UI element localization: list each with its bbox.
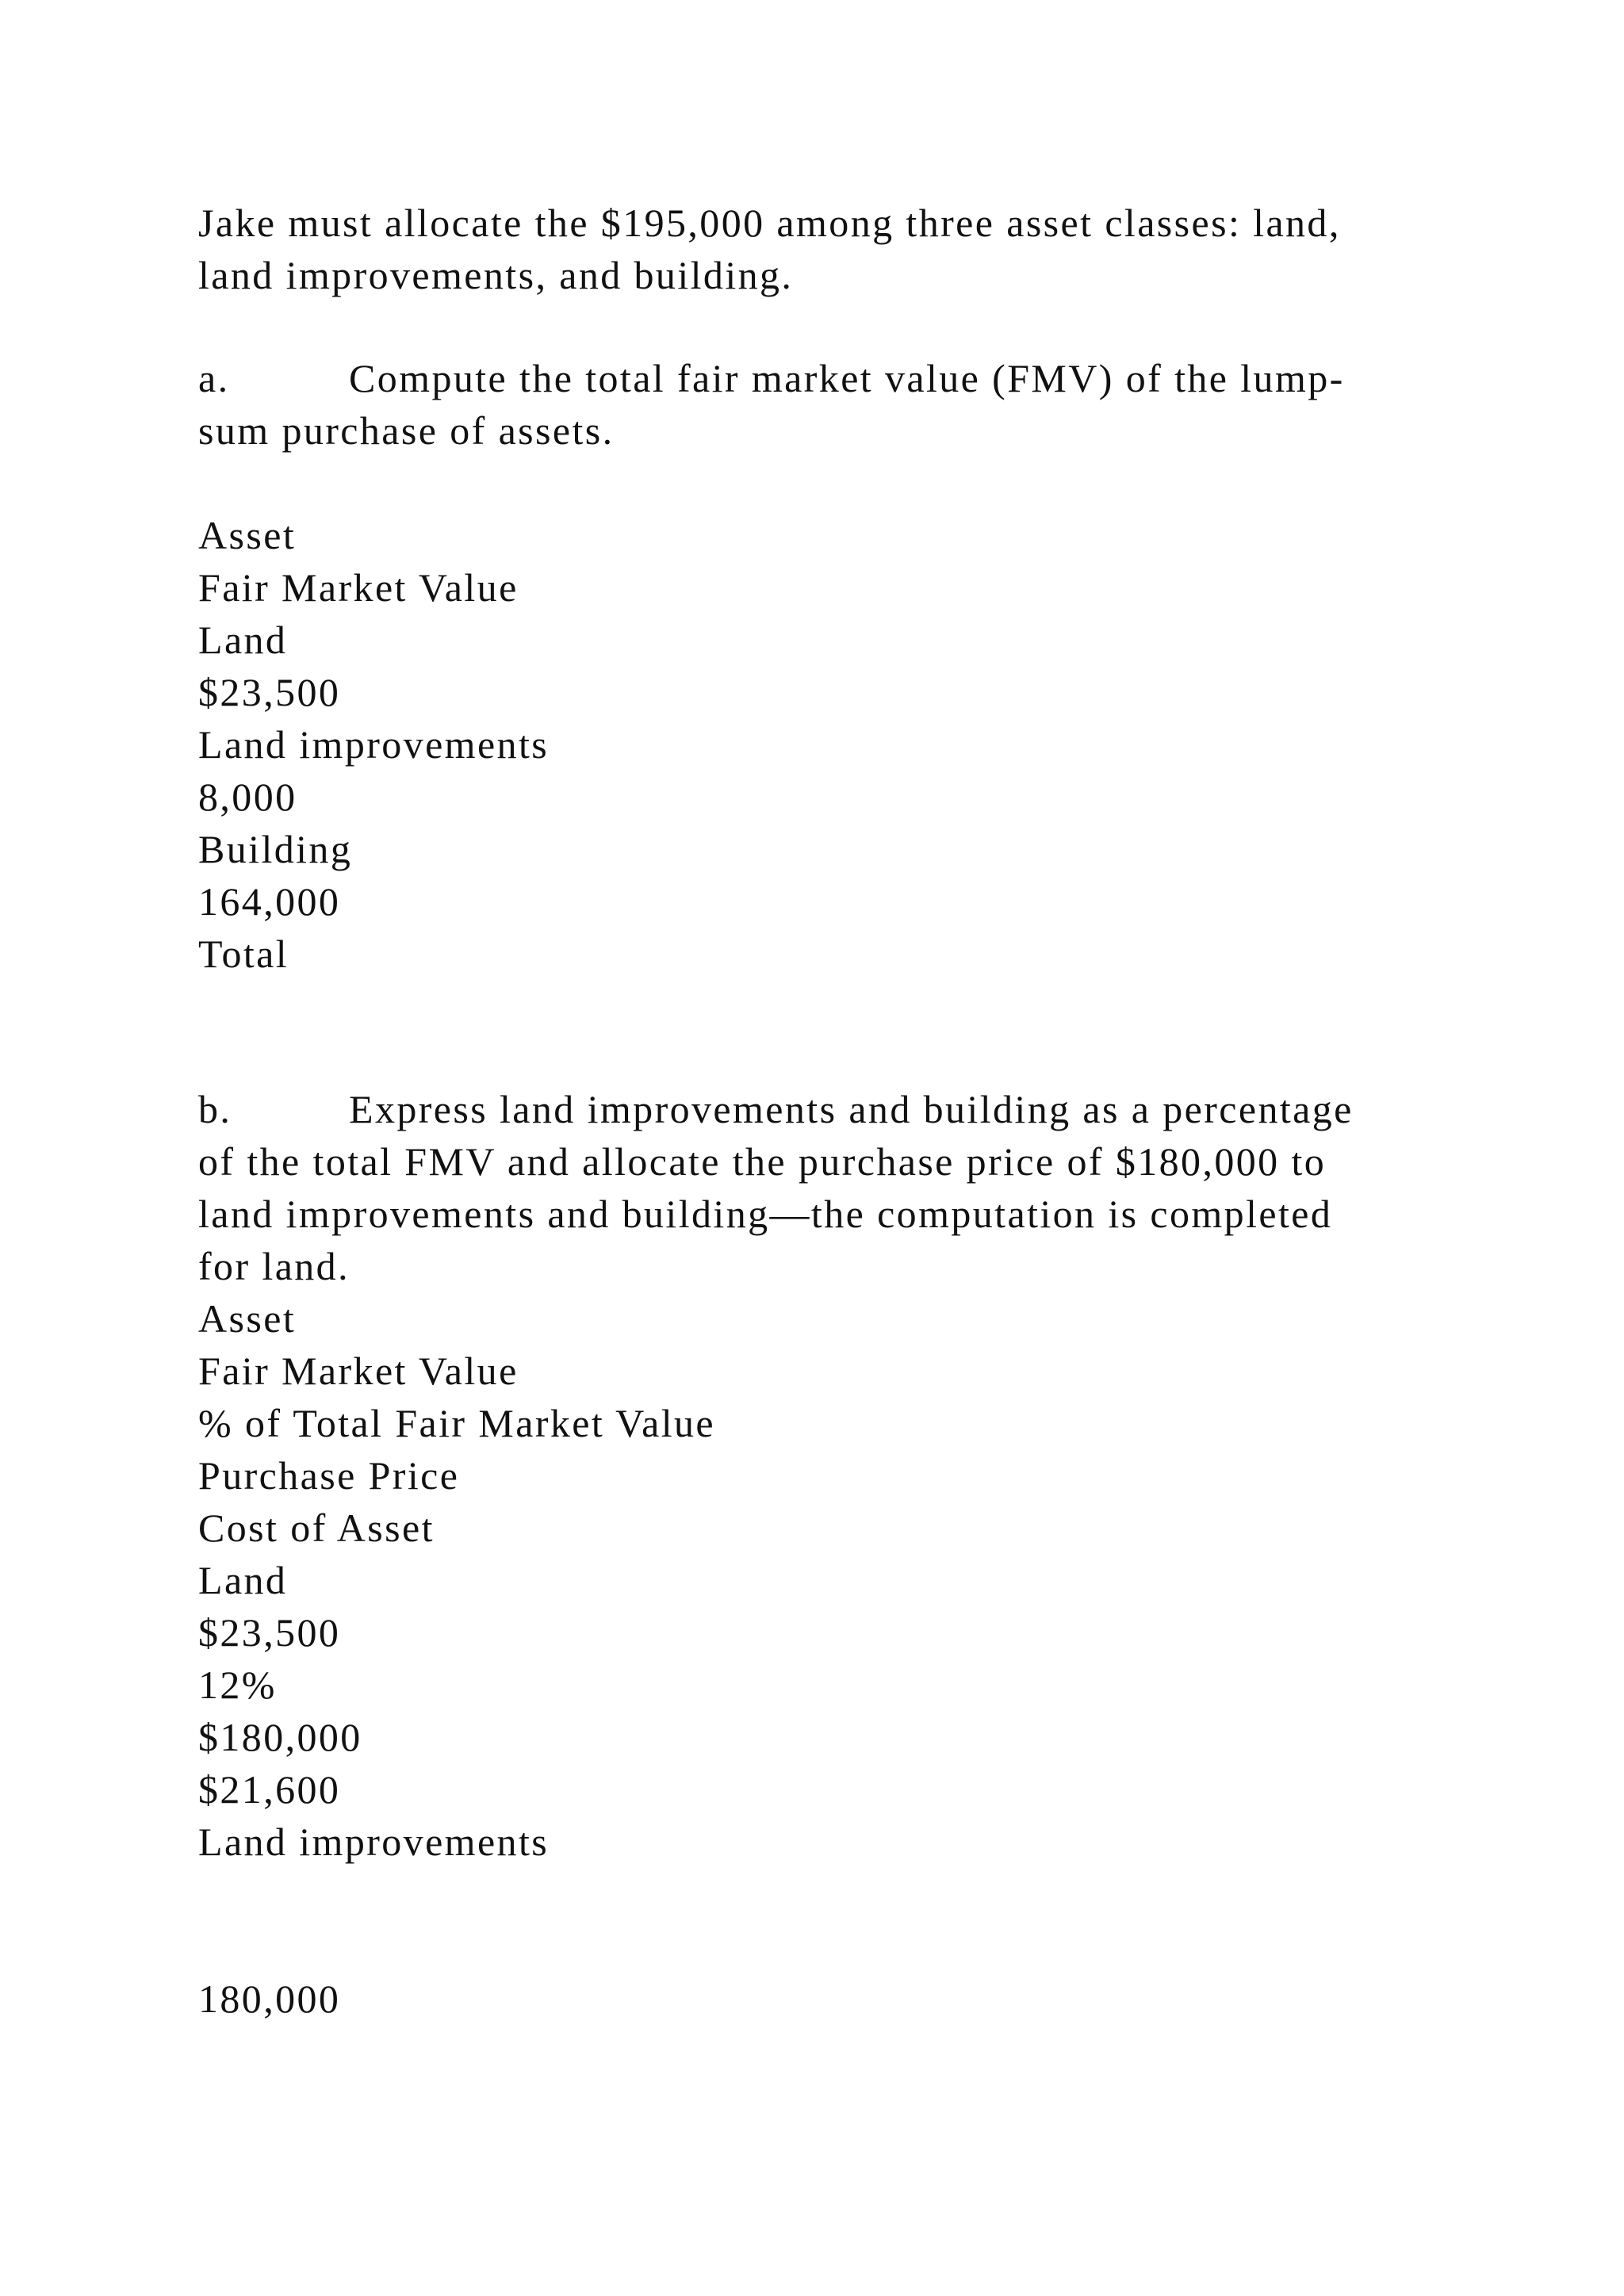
part-b-prompt-line-4: for land. — [198, 1244, 350, 1288]
part-a-table-cell: 164,000 — [198, 879, 341, 924]
part-a-prompt-line-2: sum purchase of assets. — [198, 408, 615, 453]
part-a-table-cell: Fair Market Value — [198, 565, 519, 610]
part-b-prompt-line-1 — [198, 1089, 1354, 1129]
part-a-table-cell: Building — [198, 827, 353, 871]
part-b-table-cell: Asset — [198, 1296, 297, 1341]
part-b-table-cell: Land improvements — [198, 1820, 550, 1864]
part-b-prompt-text: Express land improvements and building as a percentage — [349, 1087, 1354, 1131]
part-b-table-cell: Cost of Asset — [198, 1506, 435, 1550]
part-b-prompt-line-2: of the total FMV and allocate the purchase price of $180,000 to — [198, 1139, 1327, 1184]
part-a-table-cell: Asset — [198, 513, 297, 557]
part-a-label: a. — [198, 356, 230, 400]
part-b-table-cell: Fair Market Value — [198, 1349, 519, 1393]
part-b-purchase-price-value: 180,000 — [198, 1976, 341, 2021]
part-b-table-cell: 12% — [198, 1663, 277, 1707]
part-a-table-cell: Land — [198, 618, 288, 662]
part-a-prompt-line-1 — [198, 358, 1345, 398]
part-a-prompt-text: Compute the total fair market value (FMV) of the lump- — [349, 356, 1345, 400]
part-b-table-cell: $21,600 — [198, 1767, 341, 1812]
part-a-table-cell: $23,500 — [198, 670, 341, 714]
part-b-prompt-line-3: land improvements and building—the computation is completed — [198, 1192, 1333, 1236]
intro-line-1: Jake must allocate the $195,000 among three asset classes: land, — [198, 201, 1341, 245]
part-b-table-cell: $23,500 — [198, 1610, 341, 1655]
part-b-table-cell: Purchase Price — [198, 1453, 460, 1498]
part-a-table-cell: Total — [198, 932, 289, 976]
part-a-table-cell: Land improvements — [198, 722, 550, 767]
part-b-table-cell: % of Total Fair Market Value — [198, 1401, 715, 1445]
part-b-label: b. — [198, 1087, 232, 1131]
part-b-table-cell: $180,000 — [198, 1715, 362, 1759]
part-b-table-cell: Land — [198, 1558, 288, 1602]
part-a-table-cell: 8,000 — [198, 775, 297, 819]
intro-line-2: land improvements, and building. — [198, 253, 794, 297]
